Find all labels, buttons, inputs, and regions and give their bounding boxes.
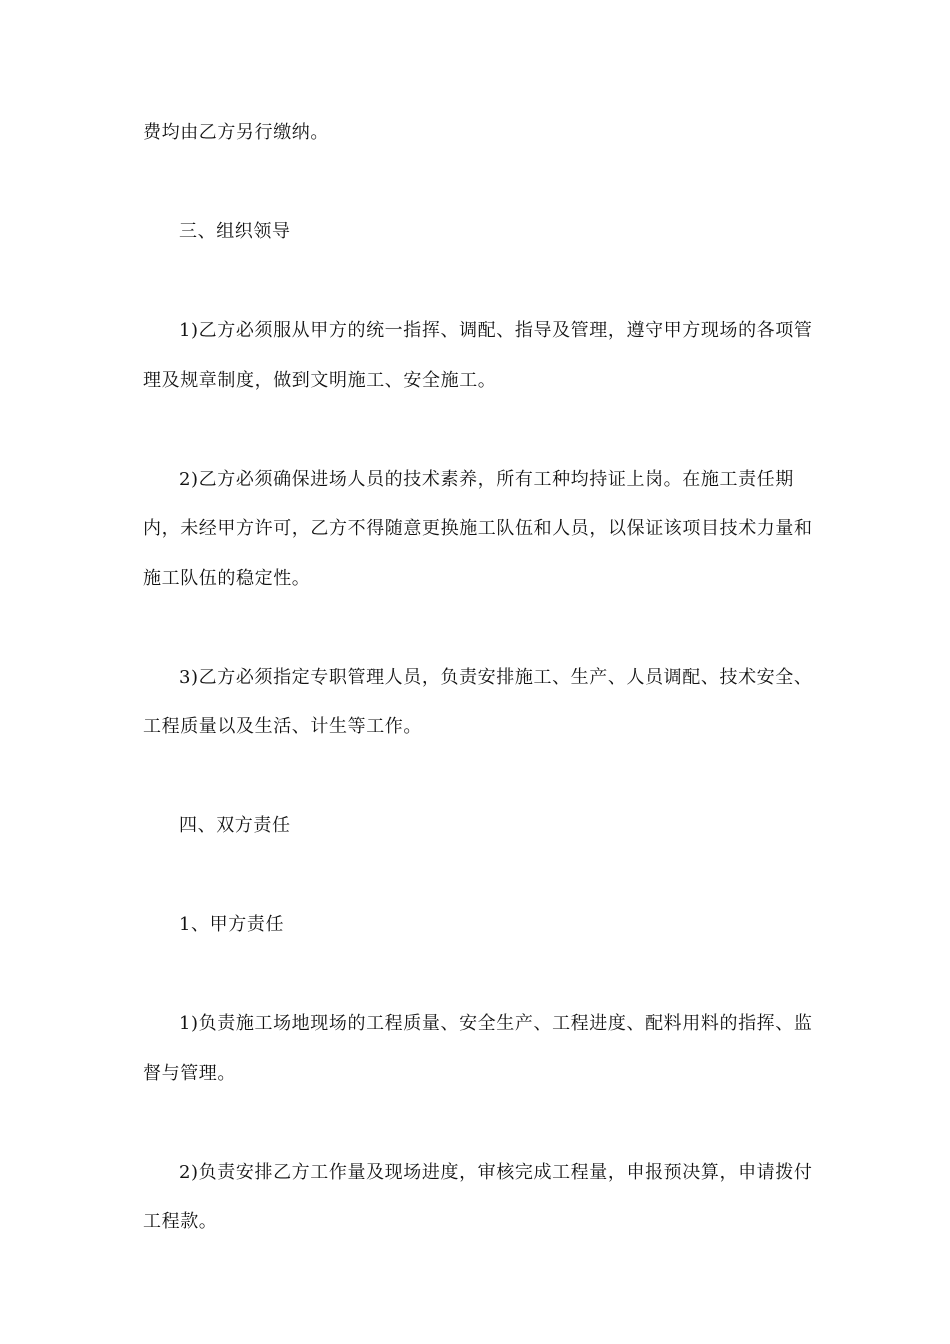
paragraph-party-a-item-1: 1)负责施工场地现场的工程质量、安全生产、工程进度、配料用料的指挥、监督与管理。: [143, 1013, 813, 1084]
paragraph-clause-3: 3)乙方必须指定专职管理人员，负责安排施工、生产、人员调配、技术安全、工程质量以及生活、计生等工作。: [143, 666, 813, 737]
subheading-party-a-responsibilities: 1、甲方责任: [179, 914, 285, 935]
paragraph-fee-continuation: 费均由乙方另行缴纳。: [143, 122, 329, 143]
paragraph-party-a-item-2: 2)负责安排乙方工作量及现场进度，审核完成工程量，申报预决算，申请拨付工程款。: [143, 1161, 813, 1232]
section-heading-responsibilities: 四、双方责任: [179, 815, 291, 836]
document-body: [143, 108, 823, 1247]
paragraph-clause-2: 2)乙方必须确保进场人员的技术素养，所有工种均持证上岗。在施工责任期内，未经甲方许可，乙方不得随意更换施工队伍和人员，以保证该项目技术力量和施工队伍的稳定性。: [143, 468, 813, 589]
section-heading-organization: 三、组织领导: [179, 221, 291, 242]
paragraph-clause-1: 1)乙方必须服从甲方的统一指挥、调配、指导及管理，遵守甲方现场的各项管理及规章制度，做到文明施工、安全施工。: [143, 320, 813, 391]
